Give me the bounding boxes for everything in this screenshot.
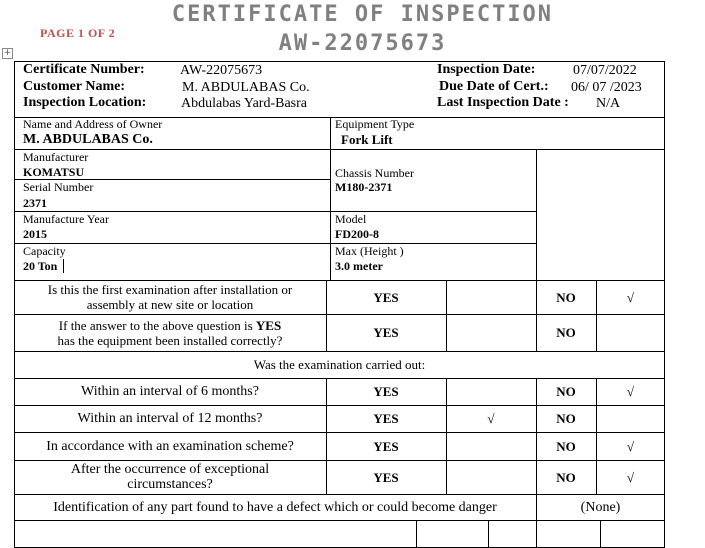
defect-identification-value: (None) [580, 499, 621, 515]
question-exceptional-circumstances: After the occurrence of exceptional circumstances? [70, 462, 270, 492]
chassis-label: Chassis Number [335, 166, 414, 180]
q2-yes: YES [373, 325, 399, 340]
last-inspection-value: N/A [596, 96, 621, 111]
serial-value: 2371 [23, 196, 47, 210]
location-label: Inspection Location: [23, 95, 147, 110]
inspection-date-value: 07/07/2022 [573, 63, 637, 78]
certificate-title: CERTIFICATE OF INSPECTION [171, 2, 554, 27]
q5-no: NO [556, 438, 576, 454]
chassis-value: M180-2371 [335, 180, 393, 194]
equipment-type-value: Fork Lift [341, 132, 393, 147]
equipment-type-label: Equipment Type [335, 117, 415, 131]
manufacturer-label: Manufacturer [23, 150, 89, 164]
q3-no-checkmark-icon: √ [626, 384, 635, 399]
last-inspection-label: Last Inspection Date : [437, 95, 569, 110]
q6-no: NO [556, 469, 576, 485]
location-value: Abdulabas Yard-Basra [181, 96, 307, 111]
cert-number-value: AW-22075673 [180, 63, 263, 78]
page-number-label: PAGE 1 OF 2 [40, 26, 116, 40]
question-first-examination: Is this the first examination after installation or assembly at new site or location [47, 282, 293, 312]
defect-identification-label: Identification of any part found to have a defect which or could become danger [53, 499, 497, 515]
due-date-value: 06/ 07 /2023 [571, 80, 642, 95]
max-height-label: Max (Height ) [335, 244, 404, 258]
q3-yes: YES [373, 384, 399, 399]
owner-label: Name and Address of Owner [23, 117, 163, 131]
question-examination-scheme: In accordance with an examination scheme? [46, 438, 294, 454]
customer-label: Customer Name: [23, 79, 125, 94]
manufacture-year-label: Manufacture Year [23, 212, 109, 226]
examination-section-heading: Was the examination carried out: [253, 357, 426, 372]
q3-no: NO [556, 384, 576, 399]
serial-label: Serial Number [23, 180, 94, 194]
model-value: FD200-8 [335, 227, 379, 241]
question-6-months: Within an interval of 6 months? [81, 384, 259, 399]
model-label: Model [335, 212, 367, 226]
inspection-date-label: Inspection Date: [437, 62, 536, 77]
due-date-label: Due Date of Cert.: [439, 79, 549, 94]
q4-no: NO [556, 411, 576, 426]
customer-value: M. ABDULABAS Co. [182, 80, 310, 95]
cert-number-label: Certificate Number: [23, 62, 145, 77]
manufacture-year-value: 2015 [23, 227, 47, 241]
certificate-number-title: AW-22075673 [278, 31, 447, 56]
q2-no: NO [556, 325, 576, 340]
owner-value: M. ABDULABAS Co. [23, 132, 153, 147]
text-cursor [63, 259, 64, 273]
q1-no-checkmark-icon: √ [626, 289, 635, 305]
q6-no-checkmark-icon: √ [626, 469, 635, 485]
q1-no: NO [556, 289, 576, 305]
capacity-value: 20 Ton [23, 259, 58, 273]
question-12-months: Within an interval of 12 months? [77, 411, 263, 426]
q5-no-checkmark-icon: √ [626, 438, 635, 454]
table-move-handle-icon[interactable]: + [3, 48, 12, 58]
q4-yes: YES [373, 411, 399, 426]
q1-yes: YES [373, 289, 399, 305]
q5-yes: YES [373, 438, 399, 454]
max-height-value: 3.0 meter [335, 259, 383, 273]
q4-yes-checkmark-icon: √ [487, 411, 495, 426]
question-installed-correctly: If the answer to the above question is YES has the equipment been installed correctly? [57, 317, 283, 348]
manufacturer-value: KOMATSU [23, 165, 85, 179]
capacity-label: Capacity [23, 244, 66, 258]
q6-yes: YES [373, 469, 399, 485]
